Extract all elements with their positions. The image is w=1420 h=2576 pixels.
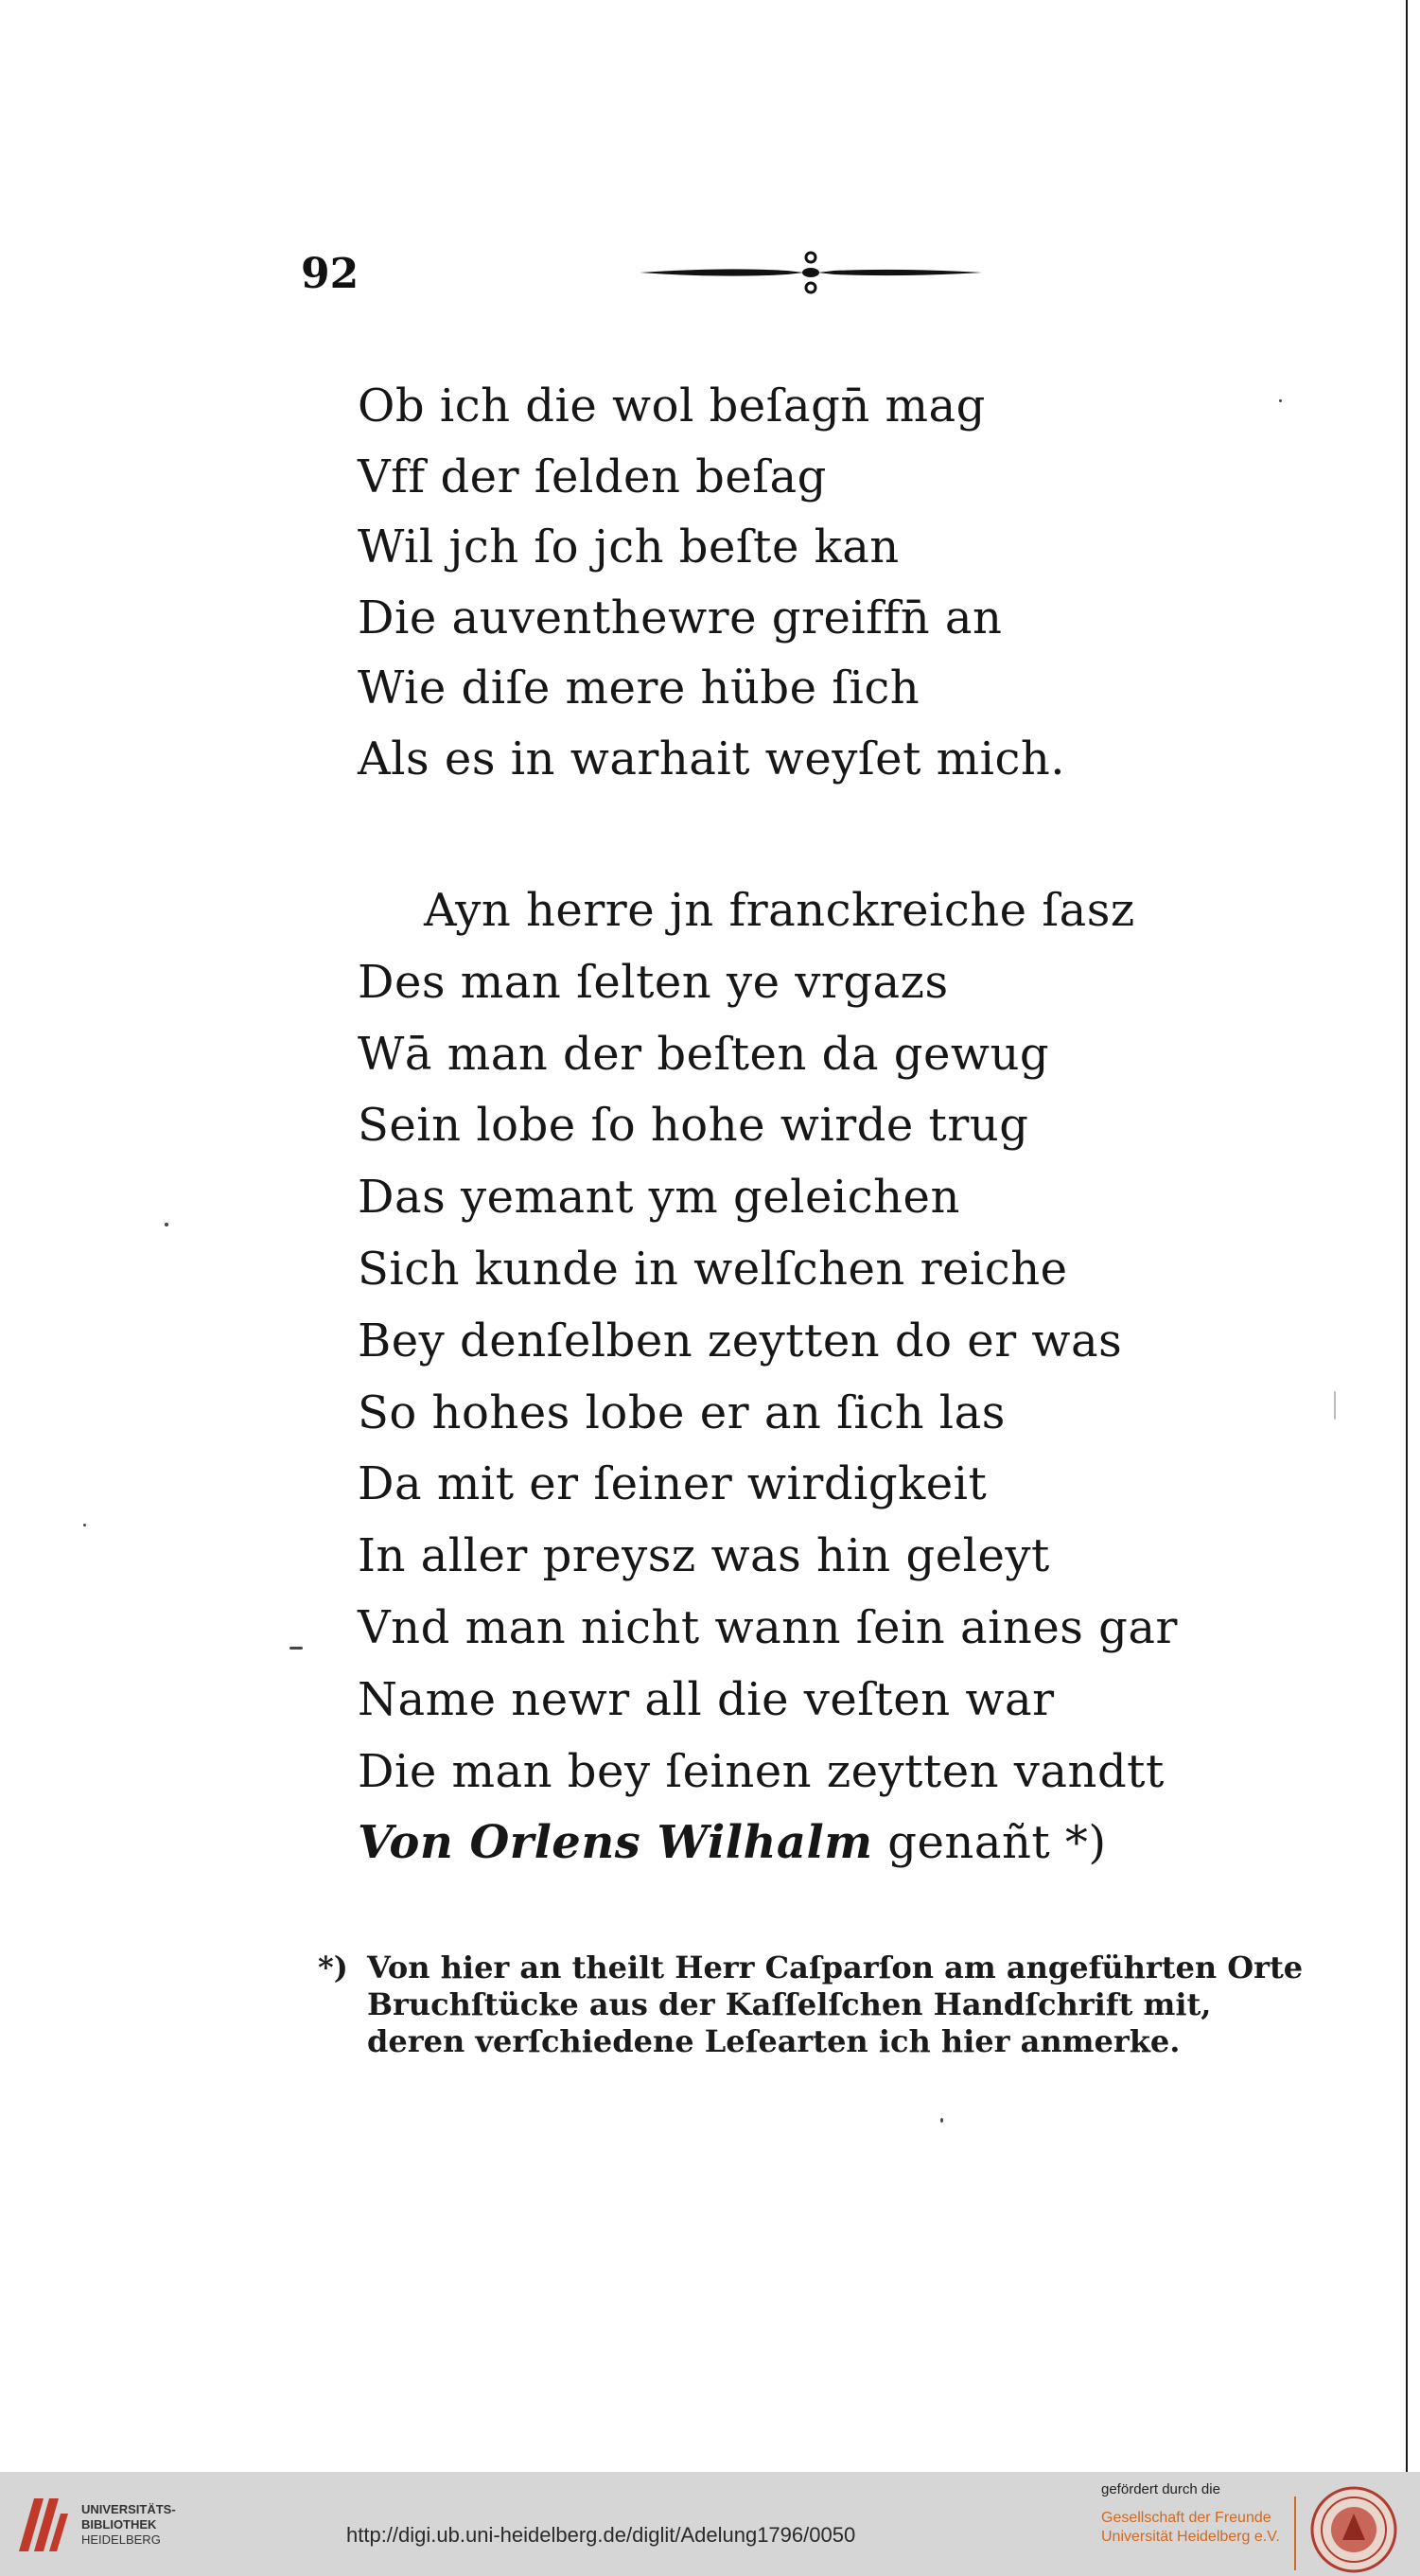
verse-line: Sich kunde in welſchen reiche xyxy=(358,1242,1068,1296)
verse-line: Die man bey ſeinen zeytten vandtt xyxy=(358,1744,1165,1798)
scan-speck xyxy=(289,1647,303,1650)
verse-line: Vff der ſelden beſag xyxy=(358,450,827,503)
verse-line: Vnd man nicht wann ſein aines gar xyxy=(358,1600,1178,1654)
university-seal-icon xyxy=(1309,2485,1398,2574)
page-number: 92 xyxy=(301,250,359,298)
scan-speck xyxy=(1279,399,1282,402)
verse-line: Wā man der beſten da gewug xyxy=(358,1027,1050,1081)
library-name-line-1: UNIVERSITÄTS- xyxy=(81,2502,176,2516)
verse-line: Wil jch ſo jch beſte kan xyxy=(358,520,900,573)
verse-line: Die auventhewre greiffn̄ an xyxy=(358,591,1003,644)
sponsor-org-line-2: Universität Heidelberg e.V. xyxy=(1101,2529,1280,2545)
verse-line: Wie diſe mere hübe ſich xyxy=(358,662,920,715)
verse-line: Als es in warhait weyſet mich. xyxy=(358,732,1066,785)
verse-line: Des man ſelten ye vrgazs xyxy=(358,955,949,1009)
page-edge-line xyxy=(1406,0,1408,2472)
footer-bar xyxy=(0,2472,1420,2576)
library-name xyxy=(81,2502,176,2548)
library-name-line-3: HEIDELBERG xyxy=(81,2532,161,2547)
permalink-url[interactable]: http://digi.ub.uni-heidelberg.de/diglit/Adelung1796/0050 xyxy=(346,2523,856,2547)
verse-line: Das yemant ym geleichen xyxy=(358,1171,960,1225)
verse-line: Da mit er ſeiner wirdigkeit xyxy=(358,1457,988,1511)
sponsor-divider xyxy=(1294,2497,1296,2570)
verse-line: In aller preysz was hin geleyt xyxy=(358,1529,1050,1583)
library-name-line-2: BIBLIOTHEK xyxy=(81,2517,157,2532)
verse-line-rest: genañt *) xyxy=(887,1816,1107,1870)
verse-line-final xyxy=(358,1808,1323,1879)
poem-stanza-1 xyxy=(358,371,1323,794)
verse-line: Name newr all die veſten war xyxy=(358,1672,1055,1726)
sponsor-label: gefördert durch die xyxy=(1101,2481,1220,2497)
footnote-text: Von hier an theilt Herr Caſparſon am angeführten Orte Bruchſtücke aus der Kaſſelſchen Handſchrift mit, deren verſchiedene Leſearten ich hier anmerke. xyxy=(367,1950,1304,2059)
scan-speck xyxy=(165,1223,168,1226)
sponsor-org-line-1: Gesellschaft der Freunde xyxy=(1101,2510,1271,2526)
ornament-rule-icon xyxy=(636,244,986,301)
ub-heidelberg-logo-icon xyxy=(13,2491,72,2557)
scan-speck xyxy=(940,2118,943,2123)
footnote-marker: *) xyxy=(318,1950,348,1985)
verse-line: Bey denſelben zeytten do er was xyxy=(358,1314,1123,1367)
footnote xyxy=(318,1950,1321,2060)
poem-stanza-2 xyxy=(358,875,1323,1879)
scan-speck xyxy=(83,1524,86,1526)
sponsor-block xyxy=(1101,2481,1280,2547)
scan-speck xyxy=(1334,1391,1336,1420)
verse-name-italic: Von Orlens Wilhalm xyxy=(358,1816,873,1870)
verse-line: So hohes lobe er an ſich las xyxy=(358,1385,1006,1439)
verse-line: Ayn herre jn franckreiche ſasz xyxy=(424,884,1135,937)
verse-line: Sein lobe ſo hohe wirde trug xyxy=(358,1099,1029,1153)
verse-line: Ob ich die wol beſagn̄ mag xyxy=(358,379,986,432)
